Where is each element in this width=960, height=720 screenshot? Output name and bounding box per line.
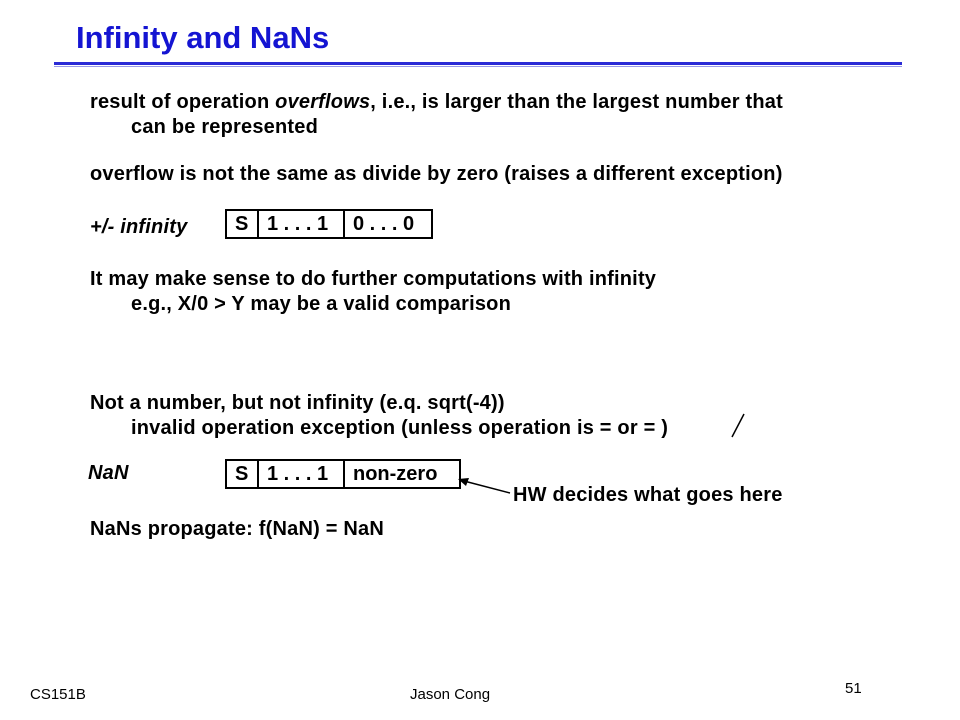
nan-label: NaN <box>88 462 129 484</box>
infinity-label: +/- infinity <box>90 216 188 238</box>
invalid-operation-line: invalid operation exception (unless operation is = or = ) <box>131 417 669 439</box>
footer-author: Jason Cong <box>410 686 491 703</box>
sign-field: S <box>227 211 259 237</box>
infinity-comparison-example: e.g., X/0 > Y may be a valid comparison <box>131 293 512 315</box>
footer-course: CS151B <box>30 686 86 703</box>
nan-propagation-paragraph: NaNs propagate: f(NaN) = NaN <box>90 518 384 540</box>
overflow-text-start: result of operation <box>90 91 276 113</box>
nan-definition-paragraph: Not a number, but not infinity (e.q. sqrt(-4)) <box>90 392 505 414</box>
not-equal-slash <box>732 414 744 437</box>
divide-by-zero-paragraph: overflow is not the same as divide by zero (raises a different exception) <box>90 163 783 185</box>
exponent-field: 1 . . . 1 <box>259 461 345 487</box>
infinity-computation-paragraph: It may make sense to do further computations with infinity <box>90 268 657 290</box>
footer-page-number: 51 <box>845 680 862 697</box>
sign-field: S <box>227 461 259 487</box>
note-arrowhead <box>458 478 469 486</box>
fraction-field: 0 . . . 0 <box>353 212 415 235</box>
note-arrow-line <box>464 481 510 493</box>
hw-decides-note: HW decides what goes here <box>513 484 783 506</box>
fraction-field: non-zero <box>353 462 438 485</box>
overflow-paragraph-line2: can be represented <box>131 116 319 138</box>
slide-title: Infinity and NaNs <box>76 20 330 55</box>
exponent-field: 1 . . . 1 <box>259 211 345 237</box>
overflow-text-end: , i.e., is larger than the largest number that <box>370 91 783 113</box>
overflow-emphasis: overflows <box>275 91 371 113</box>
